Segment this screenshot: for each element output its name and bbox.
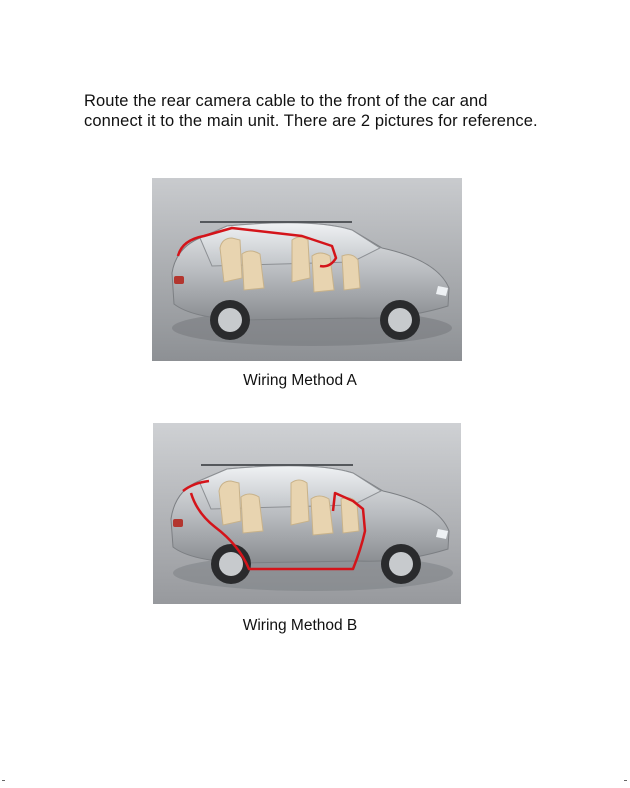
wiring-method-b-figure [153, 423, 461, 604]
caption-wiring-method-b: Wiring Method B [242, 617, 358, 634]
corner-mark-left [2, 780, 5, 781]
intro-paragraph: Route the rear camera cable to the front of the car and connect it to the main unit. There are 2 pictures for reference. [84, 91, 538, 130]
car-illustration-b [153, 423, 461, 604]
corner-mark-right [624, 780, 627, 781]
caption-wiring-method-a: Wiring Method A [243, 372, 357, 389]
car-illustration-a [152, 178, 462, 361]
tail-light [173, 519, 183, 527]
tail-light [174, 276, 184, 284]
wiring-method-a-figure [152, 178, 462, 361]
